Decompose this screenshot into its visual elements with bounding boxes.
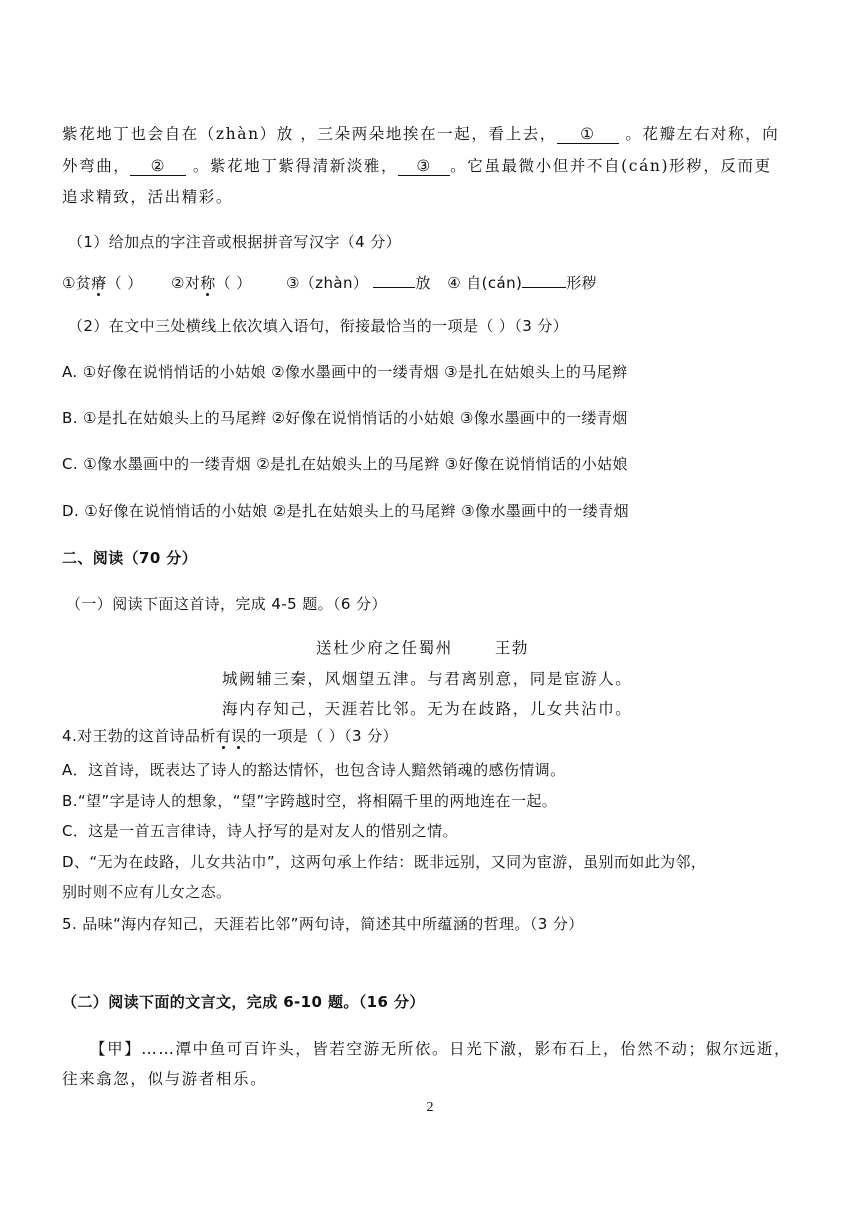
dotted-char: 有 <box>215 727 232 745</box>
q4-option-c[interactable]: C．这是一首五言律诗，诗人抒写的是对友人的惜别之情。 <box>62 822 458 840</box>
poem-author: 王勃 <box>494 639 530 657</box>
item-2-prefix: ②对 <box>170 274 201 292</box>
answer-blank[interactable] <box>522 287 566 288</box>
option-c[interactable]: C. ①像水墨画中的一缕青烟 ②是扎在姑娘头上的马尾辫 ③好像在说悄悄话的小姑娘 <box>62 455 628 473</box>
q4-option-a[interactable]: A．这首诗，既表达了诗人的豁达情怀，也包含诗人黯然销魂的感伤情调。 <box>62 761 566 779</box>
q4-option-d-line-1[interactable]: D、“无为在歧路，儿女共沾巾”，这两句承上作结：既非远别，又同为宦游，虽别而如此为邻， <box>62 853 707 871</box>
part-1-heading: （一）阅读下面这首诗，完成 4-5 题。（6 分） <box>66 595 387 613</box>
option-d[interactable]: D. ①好像在说悄悄话的小姑娘 ②是扎在姑娘头上的马尾辫 ③像水墨画中的一缕青烟 <box>62 502 629 520</box>
dotted-char: 称 <box>200 274 216 292</box>
stem-text: 的一项是（ ）（3 分） <box>246 727 398 745</box>
poem-line-1: 城阙辅三秦，风烟望五津。与君离别意，同是宦游人。 <box>222 670 633 688</box>
item-1-prefix: ①贫 <box>62 274 92 292</box>
stem-text: 4.对王勃的这首诗品析 <box>62 727 216 745</box>
q4-option-d-line-2: 别时则不应有儿女之态。 <box>62 883 232 901</box>
section-heading: 二、阅读（70 分） <box>62 549 198 567</box>
item-3-prefix: ③（zhàn） <box>285 274 369 292</box>
passage-text: 。它虽最微小但并不自(cán)形秽，反而更 <box>450 157 772 175</box>
classical-text-line-2: 往来翕忽，似与游者相乐。 <box>62 1070 268 1088</box>
question-1-stem: （1）给加点的字注音或根据拼音写汉字（4 分） <box>68 233 402 251</box>
poem-heading <box>316 637 529 659</box>
passage-text: 。花瓣左右对称，向 <box>618 125 780 143</box>
dotted-char: 误 <box>231 727 247 745</box>
dotted-char: 瘠 <box>91 274 107 292</box>
part-2-heading: （二）阅读下面的文言文，完成 6-10 题。（16 分） <box>62 993 425 1011</box>
classical-text-line-1: 【甲】……潭中鱼可百许头，皆若空游无所依。日光下澈，影布石上，佁然不动；俶尔远逝， <box>90 1040 792 1058</box>
question-2-stem: （2）在文中三处横线上依次填入语句，衔接最恰当的一项是（ ）（3 分） <box>68 317 569 335</box>
blank-3[interactable]: ③ <box>398 157 450 176</box>
item-4-prefix: ④ 自(cán) <box>447 274 523 292</box>
blank-1[interactable]: ① <box>557 125 619 144</box>
page-number: 2 <box>426 1100 434 1115</box>
item-4-suffix: 形秽 <box>566 274 598 292</box>
poem-line-2: 海内存知己，天涯若比邻。无为在歧路，儿女共沾巾。 <box>222 700 633 718</box>
q4-option-b[interactable]: B.“望”字是诗人的想象，“望”字跨越时空，将相隔千里的两地连在一起。 <box>62 792 558 810</box>
option-b[interactable]: B. ①是扎在姑娘头上的马尾辫 ②好像在说悄悄话的小姑娘 ③像水墨画中的一缕青烟 <box>62 409 628 427</box>
passage-line-3 <box>62 186 233 208</box>
poem-title: 送杜少府之任蜀州 <box>316 639 453 657</box>
option-a[interactable]: A. ①好像在说悄悄话的小姑娘 ②像水墨画中的一缕青烟 ③是扎在姑娘头上的马尾辫 <box>62 363 628 381</box>
answer-paren[interactable]: （ ） <box>215 274 252 292</box>
answer-paren[interactable]: （ ） <box>106 274 143 292</box>
passage-text: 。紫花地丁紫得清新淡雅， <box>186 157 399 175</box>
passage-text: 追求精致，活出精彩。 <box>62 188 234 206</box>
question-5-stem: 5. 品味“海内存知己，天涯若比邻”两句诗，简述其中所蕴涵的哲理。（3 分） <box>62 915 584 933</box>
passage-text: 外弯曲， <box>62 157 131 175</box>
passage-line-2 <box>62 155 772 177</box>
blank-2[interactable]: ② <box>130 157 186 176</box>
question-4-stem <box>62 725 398 747</box>
item-3-suffix: 放 <box>415 274 431 292</box>
question-1-items <box>62 272 597 294</box>
passage-text: 紫花地丁也会自在（zhàn）放 ，三朵两朵地挨在一起，看上去， <box>62 125 557 143</box>
passage-line-1 <box>62 123 779 145</box>
answer-blank[interactable] <box>373 287 415 288</box>
